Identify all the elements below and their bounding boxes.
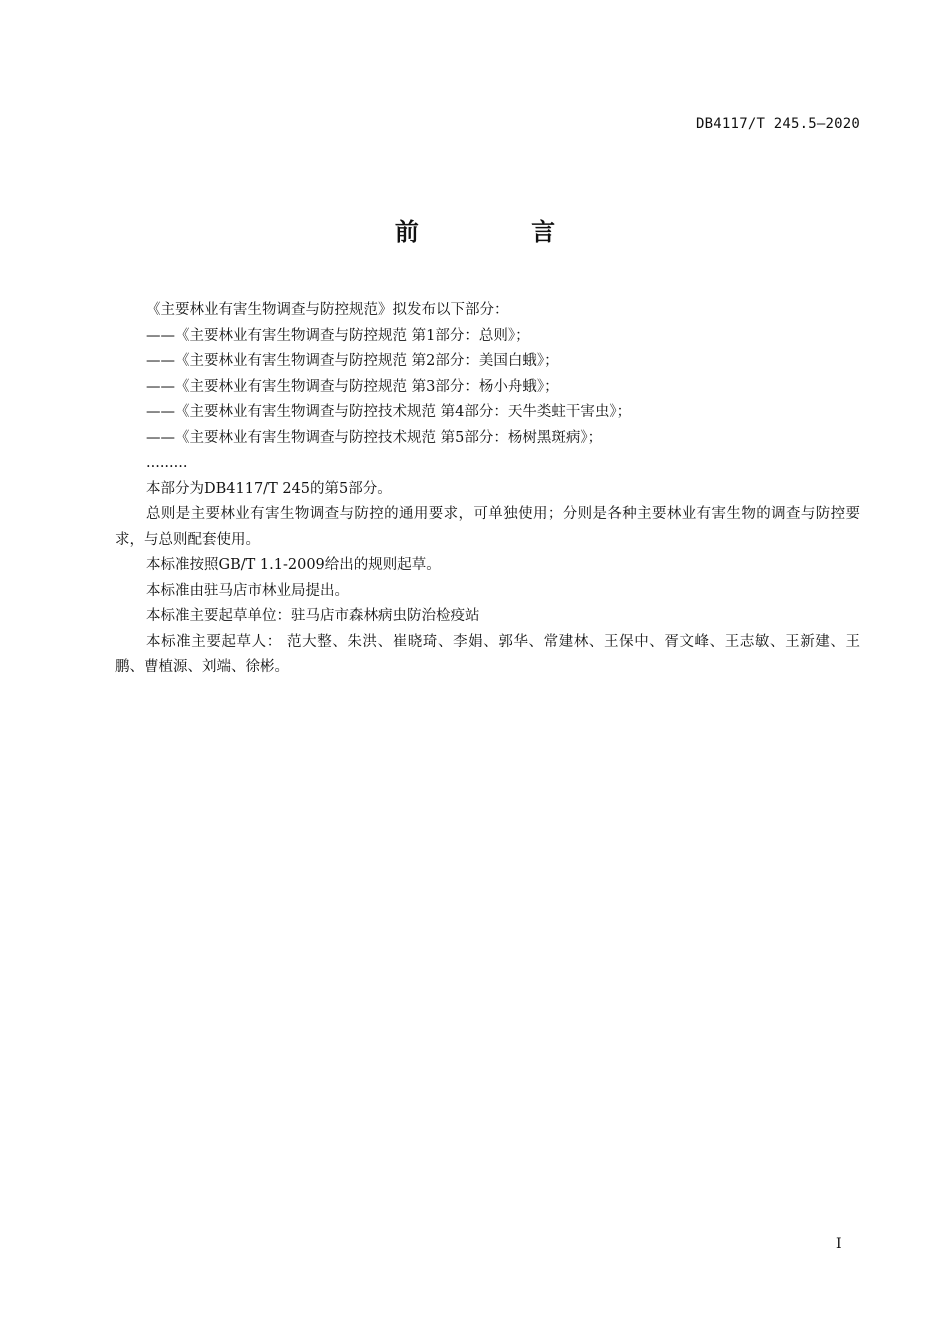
drafters-paragraph: 本标准主要起草人： 范大整、朱洪、崔晓琦、李娟、郭华、常建林、王保中、胥文峰、王志敏、王新建、王鹏、曹植源、刘端、徐彬。 xyxy=(115,633,860,675)
part-of-paragraph: 本部分为DB4117/T 245的第5部分。 xyxy=(146,480,392,497)
part-item-4: ——《主要林业有害生物调查与防控技术规范 第4部分：天牛类蛀干害虫》； xyxy=(146,404,632,420)
page-number: I xyxy=(836,1236,842,1252)
document-code: DB4117/T 245.5—2020 xyxy=(696,116,860,132)
part-item-2: ——《主要林业有害生物调查与防控规范 第2部分：美国白蛾》； xyxy=(146,353,559,369)
proposer-paragraph: 本标准由驻马店市林业局提出。 xyxy=(146,582,349,599)
foreword-body xyxy=(115,298,860,681)
part-item-5: ——《主要林业有害生物调查与防控技术规范 第5部分：杨树黑斑病》； xyxy=(146,429,603,446)
ellipsis: ......... xyxy=(146,455,188,471)
intro-paragraph: 《主要林业有害生物调查与防控规范》拟发布以下部分： xyxy=(146,302,509,318)
part-item-3: ——《主要林业有害生物调查与防控规范 第3部分：杨小舟蛾》； xyxy=(146,378,559,395)
rules-paragraph: 本标准按照GB/T 1.1-2009给出的规则起草。 xyxy=(146,557,441,573)
page-title: 前 言 xyxy=(394,218,608,246)
general-paragraph: 总则是主要林业有害生物调查与防控的通用要求，可单独使用；分则是各种主要林业有害生物的调查与防控要求，与总则配套使用。 xyxy=(115,506,860,548)
part-item-1: ——《主要林业有害生物调查与防控规范 第1部分：总则》； xyxy=(146,327,530,344)
drafting-unit-paragraph: 本标准主要起草单位：驻马店市森林病虫防治检疫站 xyxy=(146,608,480,624)
